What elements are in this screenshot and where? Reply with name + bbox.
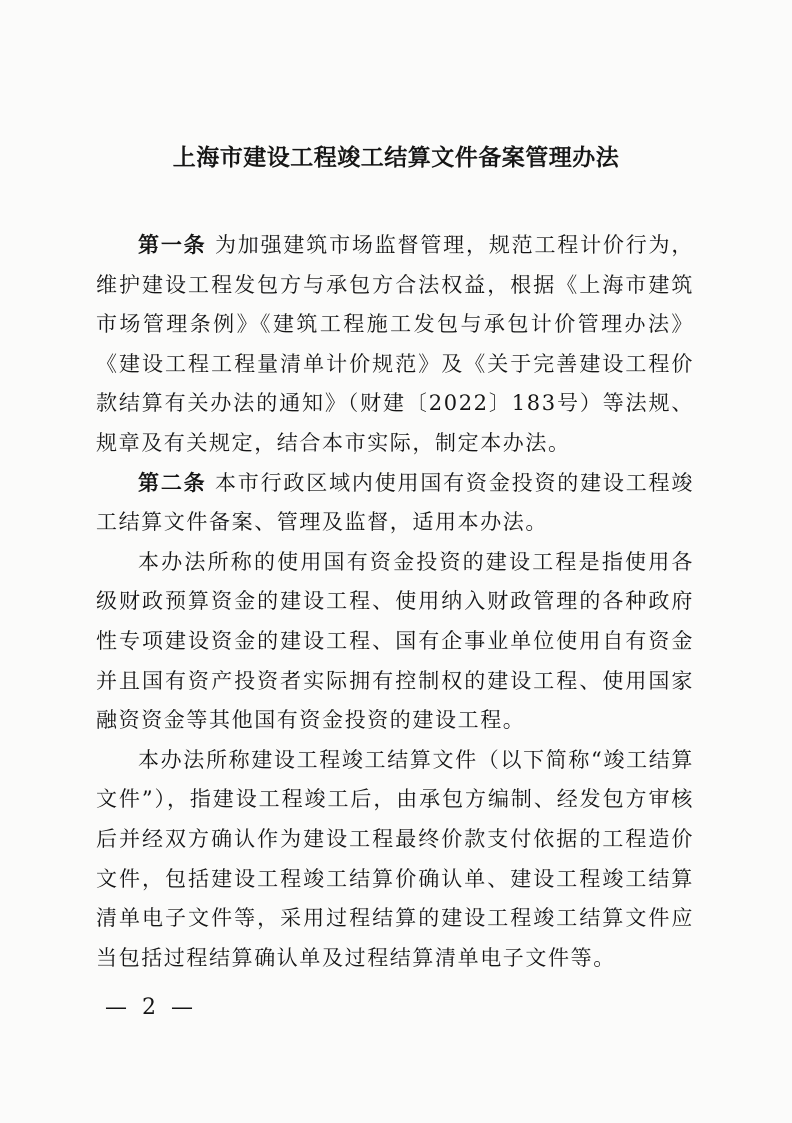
state-funded-definition-text: 本办法所称的使用国有资金投资的建设工程是指使用各级财政预算资金的建设工程、使用纳入财政管理的各种政府性专项建设资金的建设工程、国有企事业单位使用自有资金并且国有资产投资者实际拥有控制权的建设工程、使用国家融资资金等其他国有资金投资的建设工程。 xyxy=(96,549,694,733)
document-title: 上海市建设工程竣工结算文件备案管理办法 xyxy=(172,144,620,171)
article-2-paragraph xyxy=(96,464,694,543)
page-number: — 2 — xyxy=(105,995,197,1020)
article-1-label: 第一条 xyxy=(138,233,207,257)
settlement-document-definition-text: 本办法所称建设工程竣工结算文件（以下简称“竣工结算文件”），指建设工程竣工后，由承包方编制、经发包方审核后并经双方确认作为建设工程最终价款支付依据的工程造价文件，包括建设工程竣工结算价确认单、建设工程竣工结算清单电子文件等，采用过程结算的建设工程竣工结算文件应当包括过程结算确认单及过程结算清单电子文件等。 xyxy=(96,747,694,970)
article-2-label: 第二条 xyxy=(138,470,207,495)
document-body xyxy=(96,226,694,978)
article-1-paragraph xyxy=(96,226,694,464)
article-2-text: 本市行政区域内使用国有资金投资的建设工程竣工结算文件备案、管理及监督，适用本办法。 xyxy=(96,470,694,535)
article-1-text: 为加强建筑市场监督管理，规范工程计价行为，维护建设工程发包方与承包方合法权益，根据《上海市建筑市场管理条例》《建筑工程施工发包与承包计价管理办法》《建设工程工程量清单计价规范》及《关于完善建设工程价款结算有关办法的通知》（财建〔2022〕183号）等法规、规章及有关规定，结合本市实际，制定本办法。 xyxy=(96,233,694,455)
settlement-document-definition-paragraph xyxy=(96,741,694,979)
state-funded-definition-paragraph xyxy=(96,543,694,741)
